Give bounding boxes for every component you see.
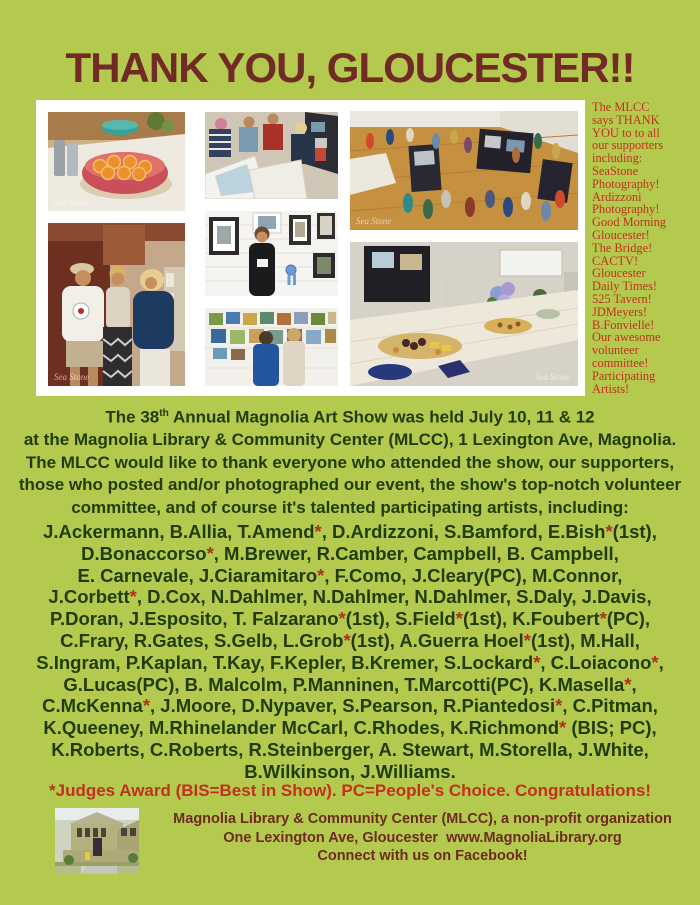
sidebar-line: our supporters — [592, 138, 664, 153]
photo-punch-bowl — [48, 112, 185, 211]
footer-line: Magnolia Library & Community Center (MLCC), a non-profit organization — [173, 811, 672, 827]
award-asterisk: * — [555, 695, 563, 717]
footer-text — [145, 810, 700, 866]
intro-paragraph — [0, 403, 700, 520]
award-asterisk: * — [129, 586, 137, 608]
footer-line: One Lexington Ave, Gloucester www.MagnoliaLibrary.org — [223, 829, 622, 846]
footer — [0, 806, 700, 896]
artist-line: P.Doran, J.Esposito, T. Falzarano*(1st), S.Field*(1st), K.Foubert*(PC), — [49, 608, 651, 630]
award-asterisk: * — [314, 521, 322, 542]
seastone-watermark: Sea Stone — [356, 216, 392, 226]
photo-artist-with-ribbon — [205, 211, 338, 296]
artist-line: D.Bonaccorso*, M.Brewer, R.Camber, Campbell, B. Campbell, — [81, 542, 619, 564]
award-asterisk: * — [343, 629, 351, 651]
intro-line: those who posted and/or photographed our event, the show's top-notch volunteer — [18, 475, 682, 495]
award-asterisk: * — [599, 608, 607, 630]
seastone-watermark: Sea Stone — [54, 372, 90, 382]
award-asterisk: * — [142, 695, 151, 717]
footer-line: Connect with us on Facebook! — [317, 848, 528, 865]
artist-line: G.Lucas(PC), B. Malcolm, P.Manninen, T.Marcotti(PC), K.Masella*, — [63, 673, 637, 695]
artist-line: C.McKenna*, J.Moore, D.Nypaver, S.Pearson, R.Piantedosi*, C.Pitman, — [42, 695, 658, 717]
sidebar-line: The MLCC — [592, 100, 650, 114]
photo-collage — [36, 100, 585, 396]
award-asterisk: * — [317, 564, 325, 586]
award-asterisk: * — [206, 542, 214, 564]
sidebar-line: including: — [592, 151, 643, 166]
award-asterisk: * — [624, 673, 632, 695]
intro-line: The MLCC would like to thank everyone who attended the show, our supporters, — [25, 452, 675, 472]
intro-line: at the Magnolia Library & Community Center (MLCC), 1 Lexington Ave, Magnolia. — [23, 430, 677, 450]
sidebar-line: says THANK — [592, 112, 660, 127]
artist-line: K.Roberts, C.Roberts, R.Steinberger, A. Stewart, M.Storella, J.White, — [51, 738, 649, 760]
award-asterisk: * — [651, 651, 659, 673]
sidebar-line: Participating — [592, 368, 656, 383]
sidebar-line: Gloucester — [592, 266, 646, 281]
photo-gallery-overview — [350, 111, 578, 230]
sidebar-line: committee! — [592, 355, 649, 370]
sidebar-line: Gloucester! — [592, 227, 650, 242]
sidebar-line: Daily Times! — [592, 279, 658, 294]
sidebar-line: Photography! — [592, 202, 660, 217]
artist-line: S.Ingram, P.Kaplan, T.Kay, F.Kepler, B.Kremer, S.Lockard*, C.Loiacono*, — [36, 651, 664, 673]
sidebar-line: volunteer — [592, 343, 639, 358]
sidebar-line: SeaStone — [592, 163, 639, 178]
sidebar-line: 525 Tavern! — [592, 291, 652, 306]
artist-line: C.Frary, R.Gates, S.Gelb, L.Grob*(1st), A.Guerra Hoel*(1st), M.Hall, — [60, 629, 640, 651]
artist-line: B.Wilkinson, J.Williams. — [244, 760, 456, 782]
sidebar-line: The Bridge! — [592, 240, 653, 255]
sidebar-line: Ardizzoni — [592, 189, 642, 204]
sidebar-line: B.Fonvielle! — [592, 317, 655, 332]
seastone-watermark: Sea Stone — [54, 197, 90, 207]
artist-line: J.Corbett*, D.Cox, N.Dahlmer, N.Dahlmer, N.Dahlmer, S.Daly, J.Davis, — [48, 586, 652, 608]
artist-line: E. Carnevale, J.Ciaramitaro*, F.Como, J.Cleary(PC), M.Connor, — [77, 564, 623, 586]
award-asterisk: * — [605, 521, 613, 542]
photo-refreshment-table — [350, 242, 578, 386]
photo-three-guests — [48, 223, 185, 386]
artist-line: K.Queeney, M.Rhinelander McCarl, C.Rhodes, K.Richmond* (BIS; PC), — [43, 717, 657, 739]
award-asterisk: * — [523, 629, 531, 651]
award-asterisk: * — [533, 651, 541, 673]
intro-line: The 38th Annual Magnolia Art Show was held July 10, 11 & 12 — [105, 407, 595, 427]
sidebar-line: Artists! — [592, 381, 630, 396]
sidebar-line: YOU to to all — [592, 125, 660, 140]
sidebar-line: CACTV! — [592, 253, 639, 268]
sidebar-line: Good Morning — [592, 215, 666, 230]
photo-crowd-browsing-prints — [205, 112, 338, 199]
artist-list — [0, 521, 700, 783]
photo-viewers-painting-wall — [205, 308, 338, 386]
page-title: THANK YOU, GLOUCESTER!! — [65, 44, 635, 91]
artist-line: J.Ackermann, B.Allia, T.Amend*, D.Ardizzoni, S.Bamford, E.Bish*(1st), — [43, 521, 657, 542]
award-asterisk: * — [455, 608, 463, 630]
judges-award-note: *Judges Award (BIS=Best in Show). PC=People's Choice. Congratulations! — [49, 781, 651, 800]
intro-line: committee, and of course it's talented participating artists, including: — [71, 498, 629, 518]
sidebar-line: JDMeyers! — [592, 304, 648, 319]
seastone-watermark: Sea Stone — [534, 372, 570, 382]
supporters-sidebar — [592, 101, 698, 395]
mlcc-building-photo — [55, 808, 139, 874]
sidebar-line: Photography! — [592, 176, 660, 191]
award-asterisk: * — [338, 608, 346, 630]
sidebar-line: Our awesome — [592, 330, 661, 345]
award-asterisk: * — [559, 717, 567, 739]
